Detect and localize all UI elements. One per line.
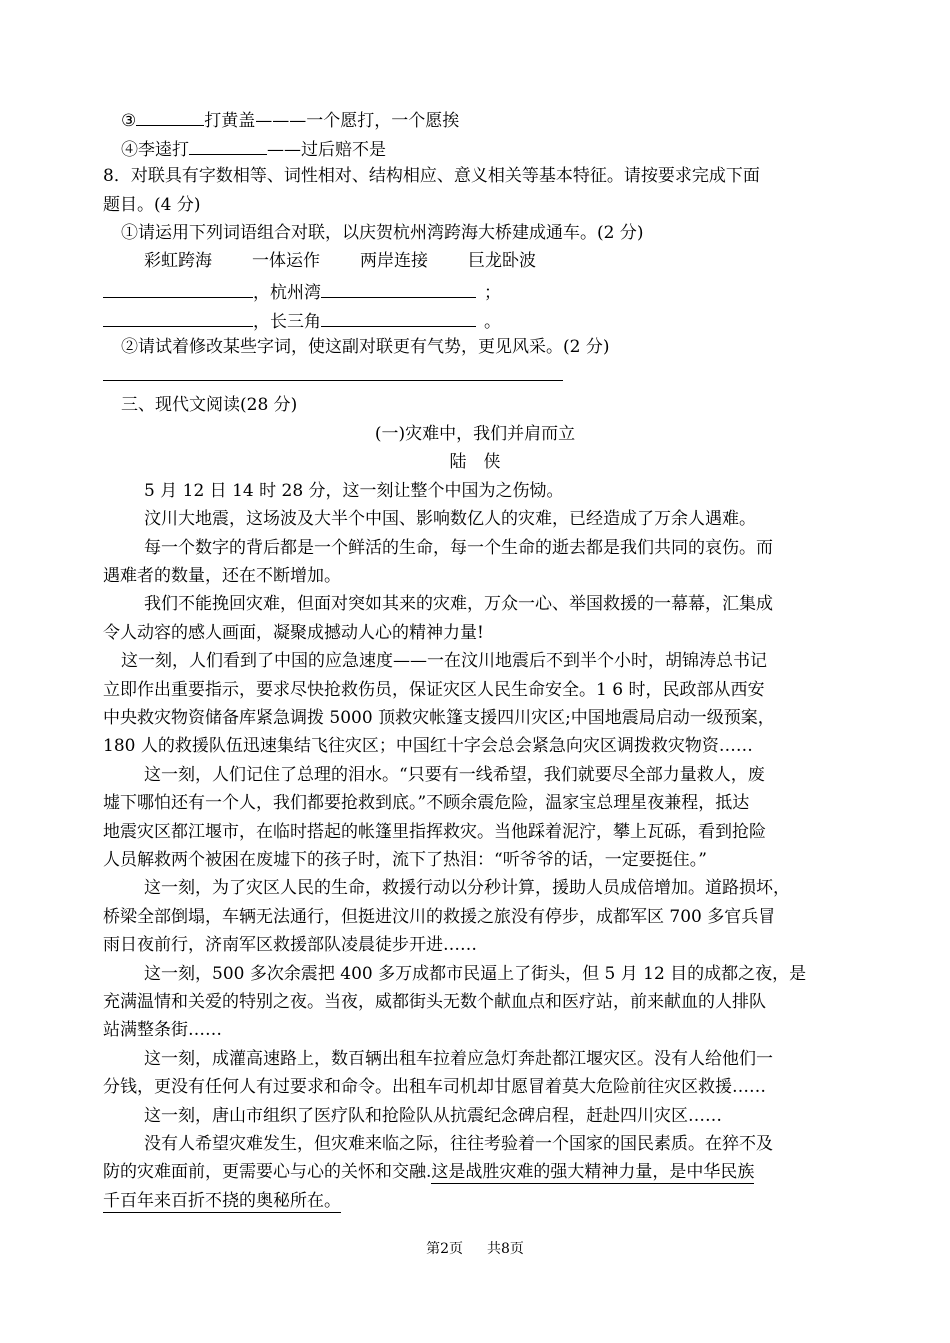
- couplet-row2-mid: ，长三角: [253, 312, 321, 332]
- article-line: 这一刻，唐山市组织了医疗队和抢险队从抗震纪念碑启程，赶赴四川灾区……: [144, 1106, 722, 1126]
- couplet-row-2: [103, 308, 501, 333]
- couplet-blank[interactable]: [321, 279, 476, 298]
- article-line: 5 月 12 日 14 时 28 分，这一刻让整个中国为之伤恸。: [144, 481, 564, 501]
- couplet-blank[interactable]: [103, 308, 253, 327]
- underlined-sentence: 千百年来百折不挠的奥秘所在。: [103, 1191, 341, 1211]
- article-author: 陆 侠: [449, 452, 501, 472]
- section-heading: 三、现代文阅读(28 分): [121, 395, 298, 415]
- article-title: (一)灾难中，我们并肩而立: [374, 424, 576, 444]
- item-3-marker: ③: [121, 111, 137, 131]
- word-option: 巨龙卧波: [468, 251, 536, 271]
- article-line: 中央救灾物资储备库紧急调拨 5000 顶救灾帐篷支援四川灾区;中国地震局启动一级预案，: [103, 708, 775, 728]
- answer-blank[interactable]: [189, 136, 267, 155]
- couplet-row2-end: 。: [484, 312, 501, 332]
- couplet-row-1: [103, 279, 501, 304]
- answer-line[interactable]: [103, 380, 563, 381]
- word-option: 一体运作: [252, 251, 320, 271]
- article-line: 桥梁全部倒塌，车辆无法通行，但挺进汶川的救援之旅没有停步，成都军区 700 多官兵冒: [103, 907, 776, 927]
- article-line: 每一个数字的背后都是一个鲜活的生命，每一个生命的逝去都是我们共同的哀伤。而: [144, 538, 773, 558]
- article-line: 这一刻，成灌高速路上，数百辆出租车拉着应急灯奔赴都江堰灾区。没有人给他们一: [144, 1049, 773, 1069]
- word-option: 两岸连接: [360, 251, 428, 271]
- article-line: 这一刻，人们记住了总理的泪水。“只要有一线希望，我们就要尽全部力量救人，废: [144, 765, 765, 785]
- couplet-blank[interactable]: [321, 308, 476, 327]
- article-line: [103, 1190, 352, 1212]
- q8-stem-line2: 题目。(4 分): [103, 195, 201, 215]
- q8-sub2: ②请试着修改某些字词，使这副对联更有气势，更见风采。(2 分): [121, 337, 610, 357]
- couplet-row1-mid: ，杭州湾: [253, 283, 321, 303]
- q8-word-list: [144, 250, 576, 272]
- item-4: [121, 136, 386, 161]
- q8-stem-line1: 8．对联具有字数相等、词性相对、结构相应、意义相关等基本特征。请按要求完成下面: [103, 166, 760, 186]
- article-line: 令人动容的感人画面，凝聚成撼动人心的精神力量!: [103, 623, 484, 643]
- article-line: 充满温情和关爱的特别之夜。当夜，威都街头无数个献血点和医疗站，前来献血的人排队: [103, 992, 766, 1012]
- article-line: 雨日夜前行，济南军区救援部队凌晨徒步开进……: [103, 935, 477, 955]
- item-4-prefix: ④李逵打: [121, 140, 189, 160]
- article-line: 遇难者的数量，还在不断增加。: [103, 566, 341, 586]
- couplet-row1-end: ；: [484, 283, 501, 303]
- page-number: 第2页: [426, 1241, 463, 1257]
- article-line: 立即作出重要指示，要求尽快抢救伤员，保证灾区人民生命安全。1 6 时，民政部从西安: [103, 680, 765, 700]
- article-line: 墟下哪怕还有一个人，我们都要抢救到底。”不顾余震危险，温家宝总理星夜兼程，抵达: [103, 793, 750, 813]
- item-3: [121, 107, 459, 132]
- item-4-text: ——过后赔不是: [267, 140, 386, 160]
- item-3-text: 打黄盖———一个愿打，一个愿挨: [204, 111, 460, 131]
- answer-blank[interactable]: [136, 107, 204, 126]
- couplet-blank[interactable]: [103, 279, 253, 298]
- article-line: 没有人希望灾难发生，但灾难来临之际，往往考验着一个国家的国民素质。在猝不及: [144, 1134, 773, 1154]
- underlined-sentence: 这是战胜灾难的强大精神力量，是中华民族: [431, 1162, 755, 1182]
- article-line: 这一刻，为了灾区人民的生命，救援行动以分秒计算，援助人员成倍增加。道路损坏，: [144, 878, 790, 898]
- article-line: 分钱，更没有任何人有过要求和命令。出租车司机却甘愿冒着莫大危险前往灾区救援……: [103, 1077, 766, 1097]
- article-line: [103, 1161, 754, 1183]
- article-line: 地震灾区都江堰市，在临时搭起的帐篷里指挥救灾。当他踩着泥泞，攀上瓦砾，看到抢险: [103, 822, 766, 842]
- q8-sub1: ①请运用下列词语组合对联，以庆贺杭州湾跨海大桥建成通车。(2 分): [121, 223, 644, 243]
- article-line: 人员解救两个被困在废墟下的孩子时，流下了热泪：“听爷爷的话，一定要挺住。”: [103, 850, 707, 870]
- page-footer: [0, 1238, 950, 1260]
- word-option: 彩虹跨海: [144, 251, 212, 271]
- article-line: 站满整条街……: [103, 1020, 222, 1040]
- page-total: 共8页: [487, 1241, 524, 1257]
- article-text: 防的灾难面前，更需要心与心的关怀和交融.: [103, 1162, 432, 1182]
- article-line: 这一刻，人们看到了中国的应急速度——一在汶川地震后不到半个小时，胡锦涛总书记: [121, 651, 767, 671]
- article-line: 汶川大地震，这场波及大半个中国、影响数亿人的灾难，已经造成了万余人遇难。: [144, 509, 756, 529]
- article-line: 我们不能挽回灾难，但面对突如其来的灾难，万众一心、举国救援的一幕幕，汇集成: [144, 594, 773, 614]
- article-line: 180 人的救援队伍迅速集结飞往灾区；中国红十字会总会紧急向灾区调拨救灾物资……: [103, 736, 753, 756]
- article-line: 这一刻，500 多次余震把 400 多万成都市民逼上了街头，但 5 月 12 目的成都之夜，是: [144, 964, 807, 984]
